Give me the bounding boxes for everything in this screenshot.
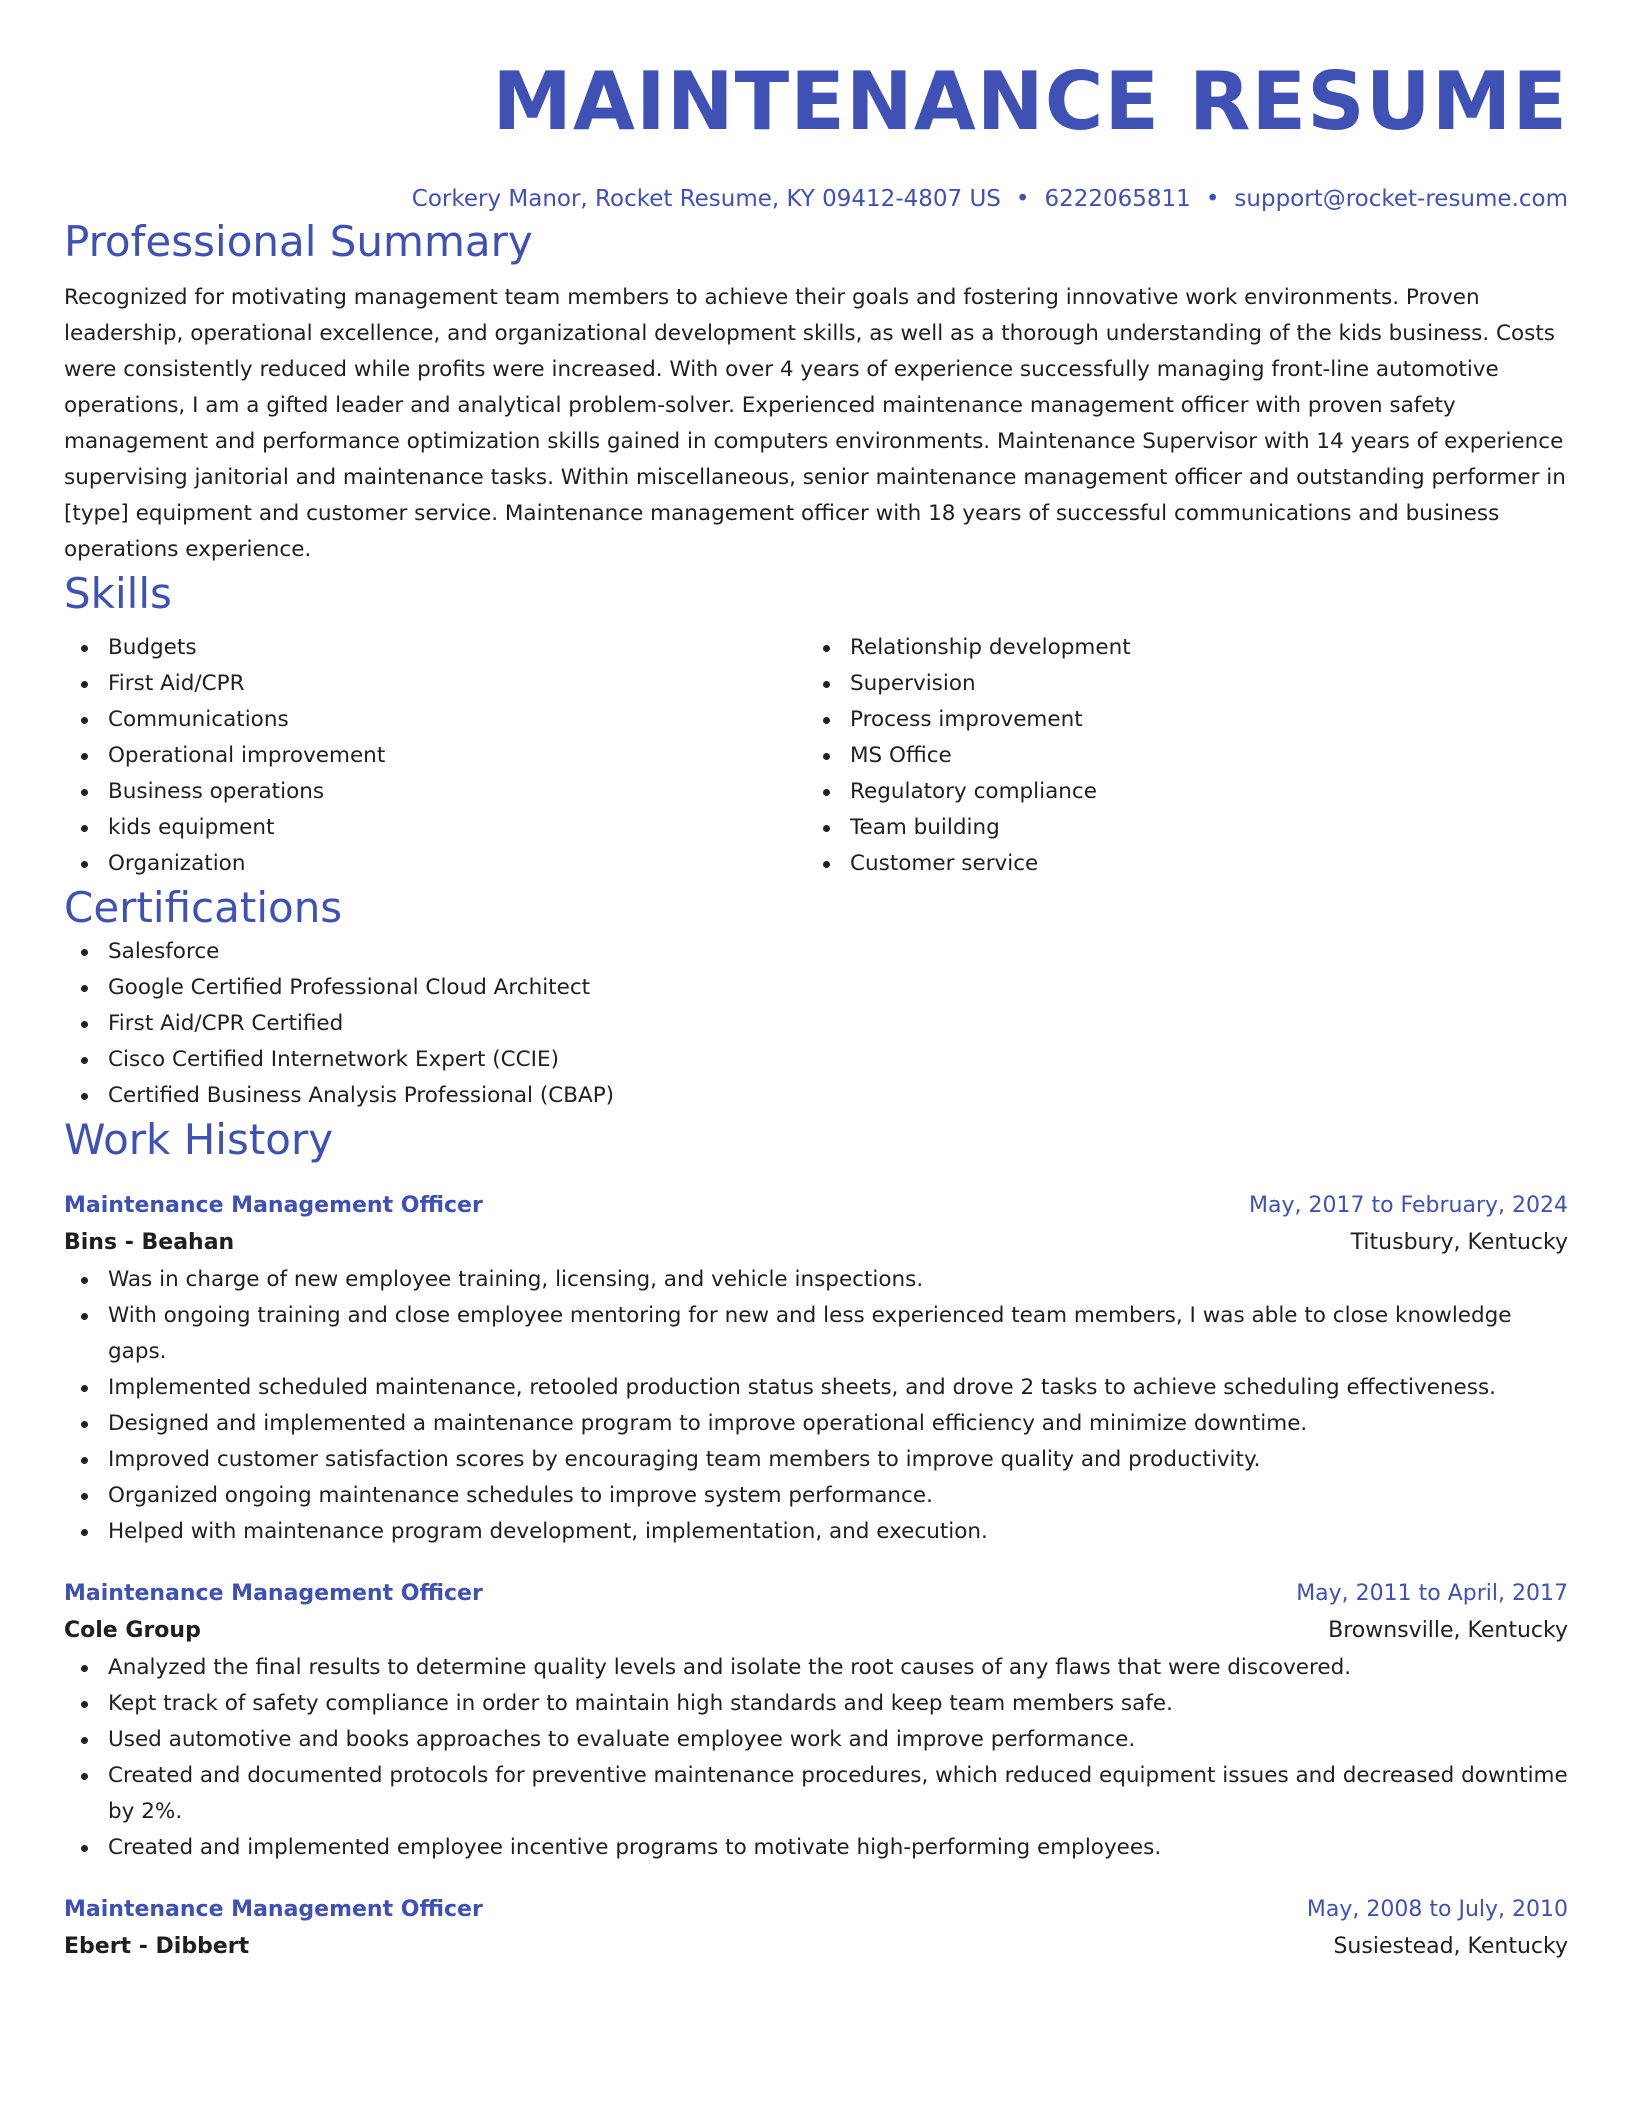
separator-dot: • (1205, 186, 1220, 212)
skill-item: Supervision (806, 666, 1548, 702)
contact-email: support@rocket-resume.com (1234, 186, 1568, 212)
skill-item: kids equipment (64, 810, 806, 846)
resume-title: MAINTENANCE RESUME (492, 55, 1568, 148)
separator-dot: • (1015, 186, 1030, 212)
skill-item: Relationship development (806, 630, 1548, 666)
skill-item: Organization (64, 846, 806, 882)
skill-item: First Aid/CPR (64, 666, 806, 702)
job-duty: Organized ongoing maintenance schedules to improve system performance. (64, 1478, 1568, 1514)
job-subheader (64, 1612, 1568, 1650)
job-duty: Designed and implemented a maintenance program to improve operational efficiency and minimize downtime. (64, 1406, 1568, 1442)
certification-item: Salesforce (64, 934, 1568, 970)
skills-column-left (64, 630, 806, 882)
certifications-list (64, 934, 1568, 1114)
skill-item: Business operations (64, 774, 806, 810)
job-title: Maintenance Management Officer (64, 1193, 483, 1218)
contact-address: Corkery Manor, Rocket Resume, KY 09412-4807 US (411, 186, 1001, 212)
skill-item: Communications (64, 702, 806, 738)
job-duty: Kept track of safety compliance in order to maintain high standards and keep team members safe. (64, 1686, 1568, 1722)
skill-item: Team building (806, 810, 1548, 846)
skill-item: Regulatory compliance (806, 774, 1548, 810)
work-history-heading: Work History (64, 1115, 334, 1164)
job-location: Susiestead, Kentucky (1333, 1934, 1568, 1959)
job-dates: May, 2011 to April, 2017 (1296, 1581, 1568, 1606)
job-entry (64, 1188, 1568, 1550)
certification-item: Google Certified Professional Cloud Architect (64, 970, 1568, 1006)
job-location: Brownsville, Kentucky (1328, 1618, 1568, 1643)
job-duty: Implemented scheduled maintenance, retooled production status sheets, and drove 2 tasks to achieve scheduling effectiveness. (64, 1370, 1568, 1406)
job-header (64, 1188, 1568, 1224)
job-duty: Used automotive and books approaches to evaluate employee work and improve performance. (64, 1722, 1568, 1758)
job-dates: May, 2017 to February, 2024 (1249, 1193, 1568, 1218)
job-company: Ebert - Dibbert (64, 1934, 250, 1959)
job-duty: Was in charge of new employee training, licensing, and vehicle inspections. (64, 1262, 1568, 1298)
skills-column-right (806, 630, 1548, 882)
job-company: Bins - Beahan (64, 1230, 235, 1255)
job-duty: Analyzed the final results to determine quality levels and isolate the root causes of any flaws that were discovered. (64, 1650, 1568, 1686)
job-header (64, 1892, 1568, 1928)
job-duties-list (64, 1262, 1568, 1550)
job-location: Titusbury, Kentucky (1350, 1230, 1568, 1255)
job-header (64, 1576, 1568, 1612)
job-company: Cole Group (64, 1618, 201, 1643)
certification-item: Certified Business Analysis Professional (CBAP) (64, 1078, 1568, 1114)
skill-item: Operational improvement (64, 738, 806, 774)
certifications-heading: Certifications (64, 883, 343, 932)
skills-grid (64, 630, 1568, 882)
skills-heading: Skills (64, 569, 172, 618)
job-dates: May, 2008 to July, 2010 (1306, 1897, 1568, 1922)
skills-list-right (806, 630, 1548, 882)
job-duty: Helped with maintenance program development, implementation, and execution. (64, 1514, 1568, 1550)
job-duty: Created and implemented employee incentive programs to motivate high-performing employees. (64, 1830, 1568, 1866)
skills-list-left (64, 630, 806, 882)
job-title: Maintenance Management Officer (64, 1897, 483, 1922)
contact-phone: 6222065811 (1044, 186, 1191, 212)
job-duty: Improved customer satisfaction scores by encouraging team members to improve quality and productivity. (64, 1442, 1568, 1478)
job-duties-list (64, 1650, 1568, 1866)
contact-line (64, 182, 1568, 216)
job-entry (64, 1892, 1568, 1966)
job-subheader (64, 1224, 1568, 1262)
job-duty: Created and documented protocols for preventive maintenance procedures, which reduced equipment issues and decreased downtime by 2%. (64, 1758, 1568, 1830)
job-subheader (64, 1928, 1568, 1966)
certification-item: First Aid/CPR Certified (64, 1006, 1568, 1042)
certification-item: Cisco Certified Internetwork Expert (CCIE) (64, 1042, 1568, 1078)
job-duty: With ongoing training and close employee mentoring for new and less experienced team members, I was able to close knowledge gaps. (64, 1298, 1568, 1370)
job-entry (64, 1576, 1568, 1866)
job-title: Maintenance Management Officer (64, 1581, 483, 1606)
summary-heading: Professional Summary (64, 217, 533, 266)
skill-item: Process improvement (806, 702, 1548, 738)
skill-item: MS Office (806, 738, 1548, 774)
skill-item: Customer service (806, 846, 1548, 882)
summary-text: Recognized for motivating management team members to achieve their goals and fostering innovative work environments. Proven leadership, operational excellence, and organizational development skills, as well as a thorough understanding of the kids business. Costs were consistently reduced while profits were increased. With over 4 years of experience successfully managing front-line automotive operations, I am a gifted leader and analytical problem-solver. Experienced maintenance management officer with proven safety management and performance optimization skills gained in computers environments. Maintenance Supervisor with 14 years of experience supervising janitorial and maintenance tasks. Within miscellaneous, senior maintenance management officer and outstanding performer in [type] equipment and customer service. Maintenance management officer with 18 years of successful communications and business operations experience. (64, 285, 1566, 562)
skill-item: Budgets (64, 630, 806, 666)
